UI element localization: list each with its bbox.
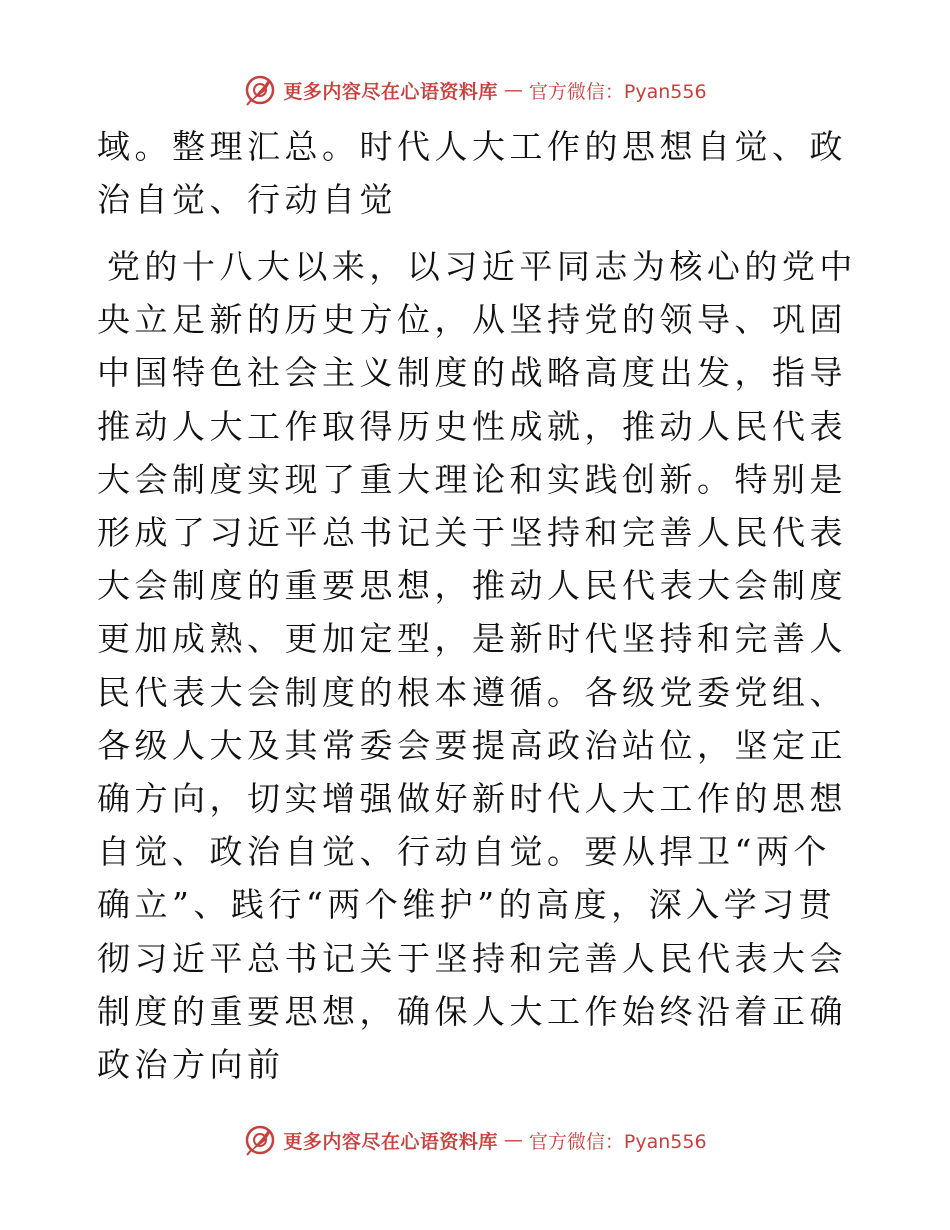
feather-pen-logo-icon	[243, 73, 277, 107]
footer-separator: —	[503, 1129, 523, 1151]
header-wechat-text: 官方微信：Pyan556	[528, 80, 707, 103]
header-separator: —	[503, 79, 523, 101]
footer-banner	[0, 1120, 950, 1160]
feather-pen-logo-icon	[243, 1123, 277, 1157]
header-brand-text: 更多内容尽在心语资料库	[283, 80, 498, 103]
footer-brand-text: 更多内容尽在心语资料库	[283, 1130, 498, 1153]
document-paragraph: 党的十八大以来，以习近平同志为核心的党中央立足新的历史方位，从坚持党的领导、巩固中国特色社会主义制度的战略高度出发，指导推动人大工作取得历史性成就，推动人民代表大会制度实现了重大理论和实践创新。特别是形成了习近平总书记关于坚持和完善人民代表大会制度的重要思想，推动人民代表大会制度更加成熟、更加定型，是新时代坚持和完善人民代表大会制度的根本遵循。各级党委党组、各级人大及其常委会要提高政治站位，坚定正确方向，切实增强做好新时代人大工作的思想自觉、政治自觉、行动自觉。要从捍卫“两个确立”、践行“两个维护”的高度，深入学习贯彻习近平总书记关于坚持和完善人民代表大会制度的重要思想，确保人大工作始终沿着正确政治方向前	[97, 247, 857, 1085]
header-banner	[0, 70, 950, 110]
document-heading: 域。整理汇总。时代人大工作的思想自觉、政治自觉、行动自觉	[97, 127, 847, 219]
document-content	[97, 120, 857, 1091]
footer-wechat-text: 官方微信：Pyan556	[528, 1130, 707, 1153]
